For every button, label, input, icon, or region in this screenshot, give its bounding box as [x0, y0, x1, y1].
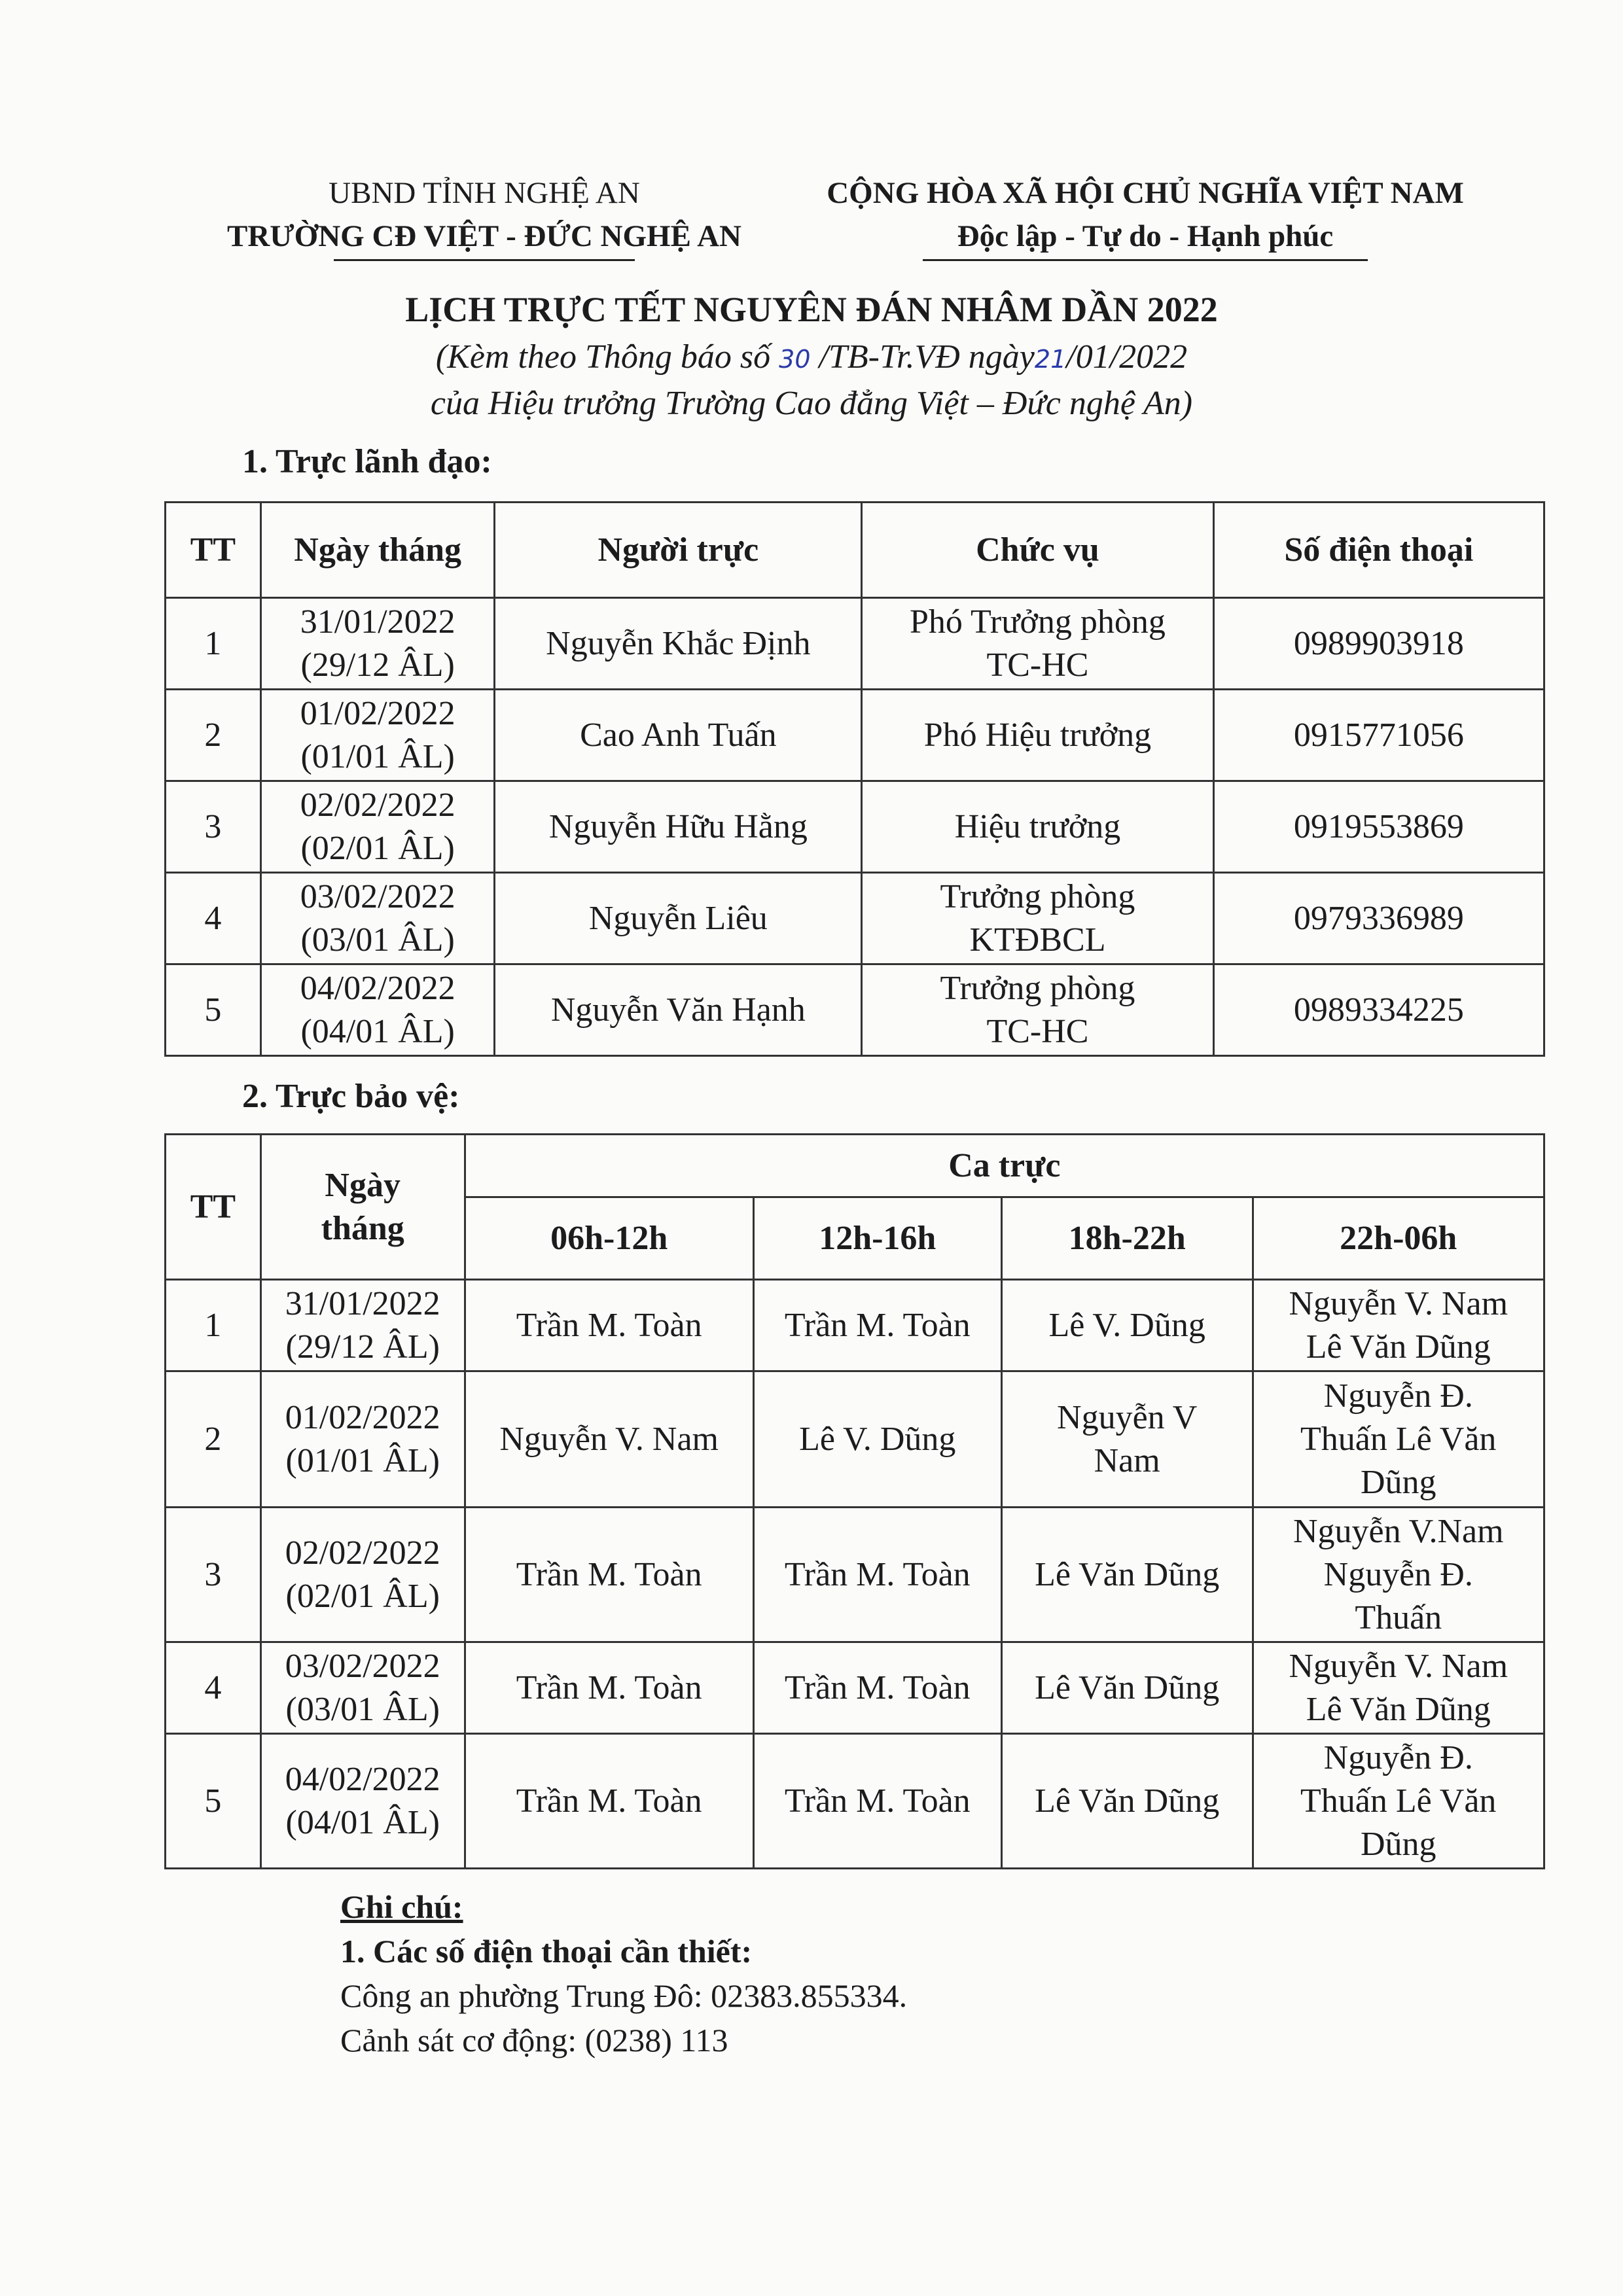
- document-title: LỊCH TRỰC TẾT NGUYÊN ĐÁN NHÂM DẦN 2022: [405, 290, 1218, 329]
- cell-phone: 0919553869: [1213, 781, 1544, 873]
- col-header-person: Người trực: [495, 503, 862, 598]
- cell-tt: 1: [166, 1280, 261, 1371]
- notes-line1: Công an phường Trung Đô: 02383.855334.: [340, 1977, 908, 2014]
- cell-tt: 1: [166, 598, 261, 690]
- cell-phone: 0989903918: [1213, 598, 1544, 690]
- header-left-line1: UBND TỈNH NGHỆ AN: [329, 176, 640, 210]
- cell-person: Nguyễn Khắc Định: [495, 598, 862, 690]
- col-header-position: Chức vụ: [862, 503, 1214, 598]
- cell-date: 01/02/2022 (01/01 ÂL): [260, 1371, 465, 1508]
- cell-shift1: Trần M. Toàn: [465, 1642, 753, 1734]
- table-row: [166, 1642, 1544, 1734]
- subtitle-part3: /01/2022: [1066, 338, 1188, 376]
- col-header-shift: Ca trực: [465, 1135, 1544, 1197]
- table-row: [166, 1508, 1544, 1642]
- handwritten-number: 30: [779, 345, 811, 374]
- table-row: [166, 1371, 1544, 1508]
- subtitle-part2: /TB-Tr.VĐ ngày: [810, 338, 1035, 376]
- cell-person: Nguyễn Hữu Hằng: [495, 781, 862, 873]
- cell-shift2: Trần M. Toàn: [753, 1734, 1001, 1869]
- cell-phone: 0915771056: [1213, 690, 1544, 781]
- guard-table-header-row1: [166, 1135, 1544, 1197]
- table-row: [166, 1734, 1544, 1869]
- cell-tt: 2: [166, 1371, 261, 1508]
- table-row: [166, 598, 1544, 690]
- cell-date: 31/01/2022 (29/12 ÂL): [260, 598, 495, 690]
- col-header-date: Ngày tháng: [260, 1135, 465, 1280]
- header-left: [196, 171, 772, 261]
- cell-shift3: Lê Văn Dũng: [1001, 1508, 1253, 1642]
- cell-shift4: Nguyễn Đ. Thuấn Lê Văn Dũng: [1253, 1371, 1544, 1508]
- cell-position: Phó Hiệu trưởng: [862, 690, 1214, 781]
- cell-person: Cao Anh Tuấn: [495, 690, 862, 781]
- document-subtitle: [196, 335, 1427, 426]
- cell-shift1: Nguyễn V. Nam: [465, 1371, 753, 1508]
- guard-duty-table: [164, 1133, 1545, 1869]
- header-left-divider: [334, 259, 635, 261]
- cell-shift2: Trần M. Toàn: [753, 1280, 1001, 1371]
- cell-tt: 5: [166, 1734, 261, 1869]
- cell-shift4: Nguyễn V. Nam Lê Văn Dũng: [1253, 1642, 1544, 1734]
- cell-shift3: Lê Văn Dũng: [1001, 1734, 1253, 1869]
- cell-shift2: Lê V. Dũng: [753, 1371, 1001, 1508]
- cell-shift3: Lê Văn Dũng: [1001, 1642, 1253, 1734]
- cell-shift4: Nguyễn V.Nam Nguyễn Đ. Thuấn: [1253, 1508, 1544, 1642]
- cell-date: 03/02/2022 (03/01 ÂL): [260, 1642, 465, 1734]
- cell-position: Hiệu trưởng: [862, 781, 1214, 873]
- cell-tt: 2: [166, 690, 261, 781]
- cell-shift1: Trần M. Toàn: [465, 1280, 753, 1371]
- cell-tt: 3: [166, 1508, 261, 1642]
- table-row: [166, 873, 1544, 964]
- handwritten-day: 21: [1034, 345, 1067, 374]
- table-row: [166, 1280, 1544, 1371]
- header-right-divider: [923, 259, 1368, 261]
- cell-tt: 5: [166, 964, 261, 1056]
- cell-phone: 0989334225: [1213, 964, 1544, 1056]
- shift-header: 12h-16h: [753, 1197, 1001, 1280]
- cell-date: 04/02/2022 (04/01 ÂL): [260, 964, 495, 1056]
- subtitle-part1: (Kèm theo Thông báo số: [435, 338, 779, 376]
- cell-position: Trưởng phòng TC-HC: [862, 964, 1214, 1056]
- cell-position: Trưởng phòng KTĐBCL: [862, 873, 1214, 964]
- shift-header: 06h-12h: [465, 1197, 753, 1280]
- leader-duty-table: [164, 501, 1545, 1057]
- cell-person: Nguyễn Văn Hạnh: [495, 964, 862, 1056]
- cell-person: Nguyễn Liêu: [495, 873, 862, 964]
- subtitle-line2: của Hiệu trưởng Trường Cao đẳng Việt – Đức nghệ An): [430, 385, 1193, 422]
- header-right: [785, 171, 1505, 261]
- notes-line2: Cảnh sát cơ động: (0238) 113: [340, 2022, 728, 2058]
- table-row: [166, 690, 1544, 781]
- shift-header: 18h-22h: [1001, 1197, 1253, 1280]
- notes-subheading: 1. Các số điện thoại cần thiết:: [340, 1933, 753, 1969]
- col-header-tt: TT: [166, 1135, 261, 1280]
- cell-date: 02/02/2022 (02/01 ÂL): [260, 781, 495, 873]
- cell-tt: 3: [166, 781, 261, 873]
- col-header-date: Ngày tháng: [260, 503, 495, 598]
- table-row: [166, 964, 1544, 1056]
- cell-shift1: Trần M. Toàn: [465, 1734, 753, 1869]
- cell-position: Phó Trưởng phòng TC-HC: [862, 598, 1214, 690]
- header-right-line2: Độc lập - Tự do - Hạnh phúc: [957, 219, 1334, 253]
- cell-date: 31/01/2022 (29/12 ÂL): [260, 1280, 465, 1371]
- section2-heading: 2. Trực bảo vệ:: [242, 1078, 460, 1115]
- table-row: [166, 781, 1544, 873]
- cell-shift3: Nguyễn V Nam: [1001, 1371, 1253, 1508]
- cell-shift2: Trần M. Toàn: [753, 1508, 1001, 1642]
- col-header-tt: TT: [166, 503, 261, 598]
- leader-table-header: [166, 503, 1544, 598]
- shift-header: 22h-06h: [1253, 1197, 1544, 1280]
- header-left-line2: TRƯỜNG CĐ VIỆT - ĐỨC NGHỆ AN: [226, 219, 741, 253]
- cell-date: 03/02/2022 (03/01 ÂL): [260, 873, 495, 964]
- cell-shift2: Trần M. Toàn: [753, 1642, 1001, 1734]
- cell-date: 01/02/2022 (01/01 ÂL): [260, 690, 495, 781]
- cell-shift4: Nguyễn Đ. Thuấn Lê Văn Dũng: [1253, 1734, 1544, 1869]
- cell-date: 02/02/2022 (02/01 ÂL): [260, 1508, 465, 1642]
- notes-heading: Ghi chú:: [340, 1888, 463, 1925]
- cell-shift1: Trần M. Toàn: [465, 1508, 753, 1642]
- col-header-phone: Số điện thoại: [1213, 503, 1544, 598]
- section1-heading: 1. Trực lãnh đạo:: [242, 443, 492, 480]
- header-right-line1: CỘNG HÒA XÃ HỘI CHỦ NGHĨA VIỆT NAM: [827, 176, 1464, 210]
- cell-tt: 4: [166, 1642, 261, 1734]
- cell-phone: 0979336989: [1213, 873, 1544, 964]
- cell-date: 04/02/2022 (04/01 ÂL): [260, 1734, 465, 1869]
- cell-tt: 4: [166, 873, 261, 964]
- cell-shift4: Nguyễn V. Nam Lê Văn Dũng: [1253, 1280, 1544, 1371]
- notes-block: [340, 1884, 907, 2062]
- cell-shift3: Lê V. Dũng: [1001, 1280, 1253, 1371]
